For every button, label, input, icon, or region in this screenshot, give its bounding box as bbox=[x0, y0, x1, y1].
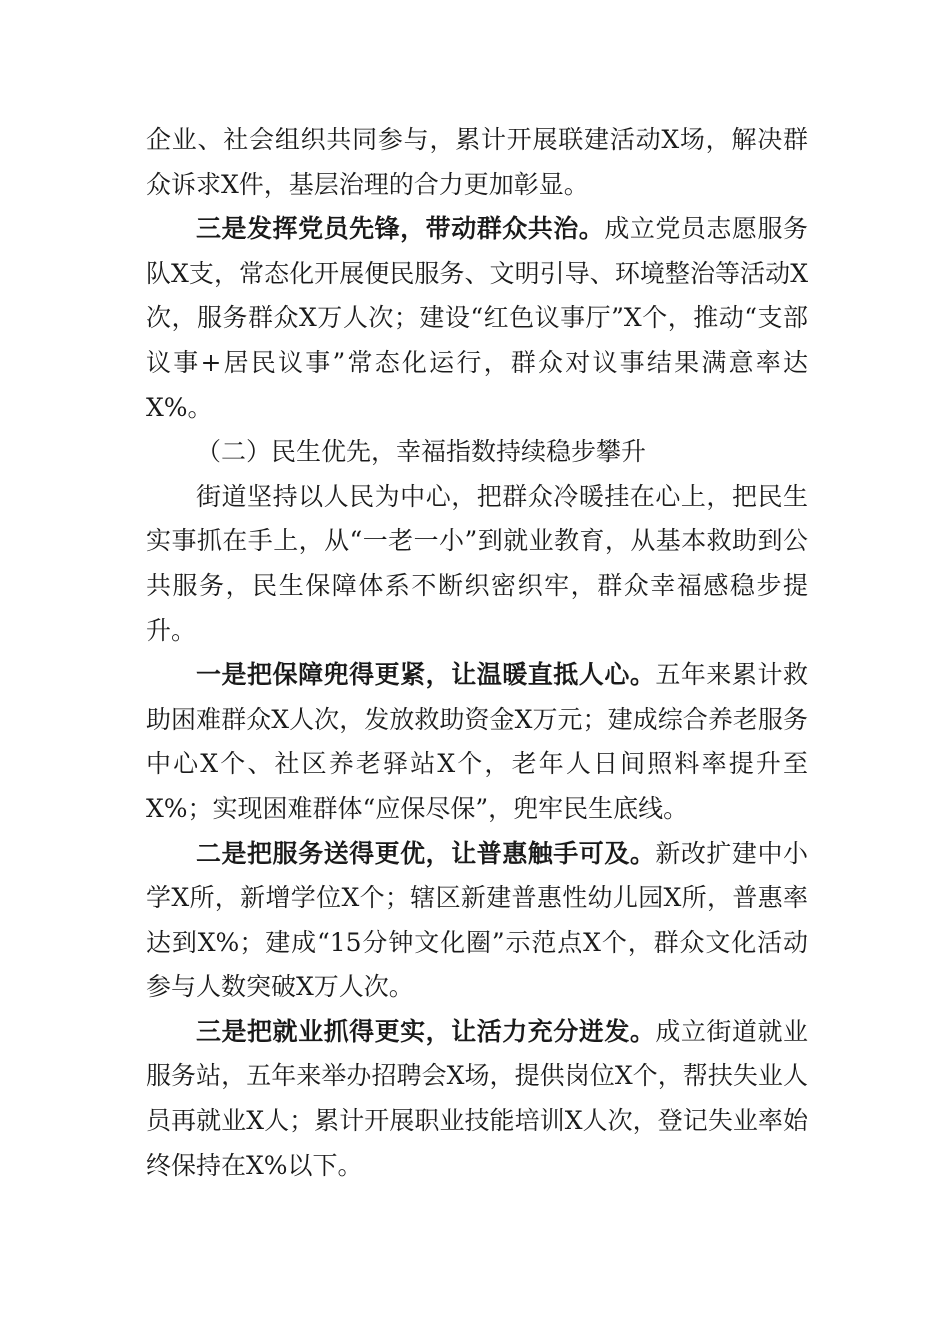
paragraph-text: 成立街道就业服务站，五年来举办招聘会X场，提供岗位X个，帮扶失业人员再就业X人；累计开展职业技能培训X人次，登记失业率始终保持在X%以下。 bbox=[146, 1016, 808, 1180]
paragraph-lead: 三是发挥党员先锋，带动群众共治。 bbox=[196, 214, 605, 244]
paragraph-employment bbox=[146, 1010, 808, 1188]
paragraph-party-pioneer bbox=[146, 207, 808, 430]
paragraph-text: 成立党员志愿服务队X支，常态化开展便民服务、文明引导、环境整治等活动X次，服务群众X万人次；建设“红色议事厅”X个，推动“支部议事+居民议事”常态化运行，群众对议事结果满意率达X%。 bbox=[146, 214, 808, 422]
paragraph-text: 新改扩建中小学X所，新增学位X个；辖区新建普惠性幼儿园X所，普惠率达到X%；建成“15分钟文化圈”示范点X个，群众文化活动参与人数突破X万人次。 bbox=[146, 838, 808, 1002]
document-body bbox=[146, 118, 808, 1188]
paragraph-security bbox=[146, 653, 808, 831]
paragraph-lead: 二是把服务送得更优，让普惠触手可及。 bbox=[196, 838, 656, 868]
section-heading: （二）民生优先，幸福指数持续稳步攀升 bbox=[196, 437, 647, 467]
paragraph-text: 五年来累计救助困难群众X人次，发放救助资金X万元；建成综合养老服务中心X个、社区养老驿站X个，老年人日间照料率提升至X%；实现困难群体“应保尽保”，兜牢民生底线。 bbox=[146, 660, 808, 823]
paragraph-text: 企业、社会组织共同参与，累计开展联建活动X场，解决群众诉求X件，基层治理的合力更加彰显。 bbox=[146, 125, 808, 199]
paragraph-lead: 一是把保障兜得更紧，让温暖直抵人心。 bbox=[196, 660, 656, 690]
paragraph-text: 街道坚持以人民为中心，把群众冷暖挂在心上，把民生实事抓在手上，从“一老一小”到就业教育，从基本救助到公共服务，民生保障体系不断织密织牢，群众幸福感稳步提升。 bbox=[146, 481, 808, 645]
paragraph-lead: 三是把就业抓得更实，让活力充分迸发。 bbox=[196, 1016, 656, 1046]
paragraph-services bbox=[146, 832, 808, 1010]
paragraph-continued bbox=[146, 118, 808, 207]
paragraph-livelihood-intro bbox=[146, 475, 808, 653]
